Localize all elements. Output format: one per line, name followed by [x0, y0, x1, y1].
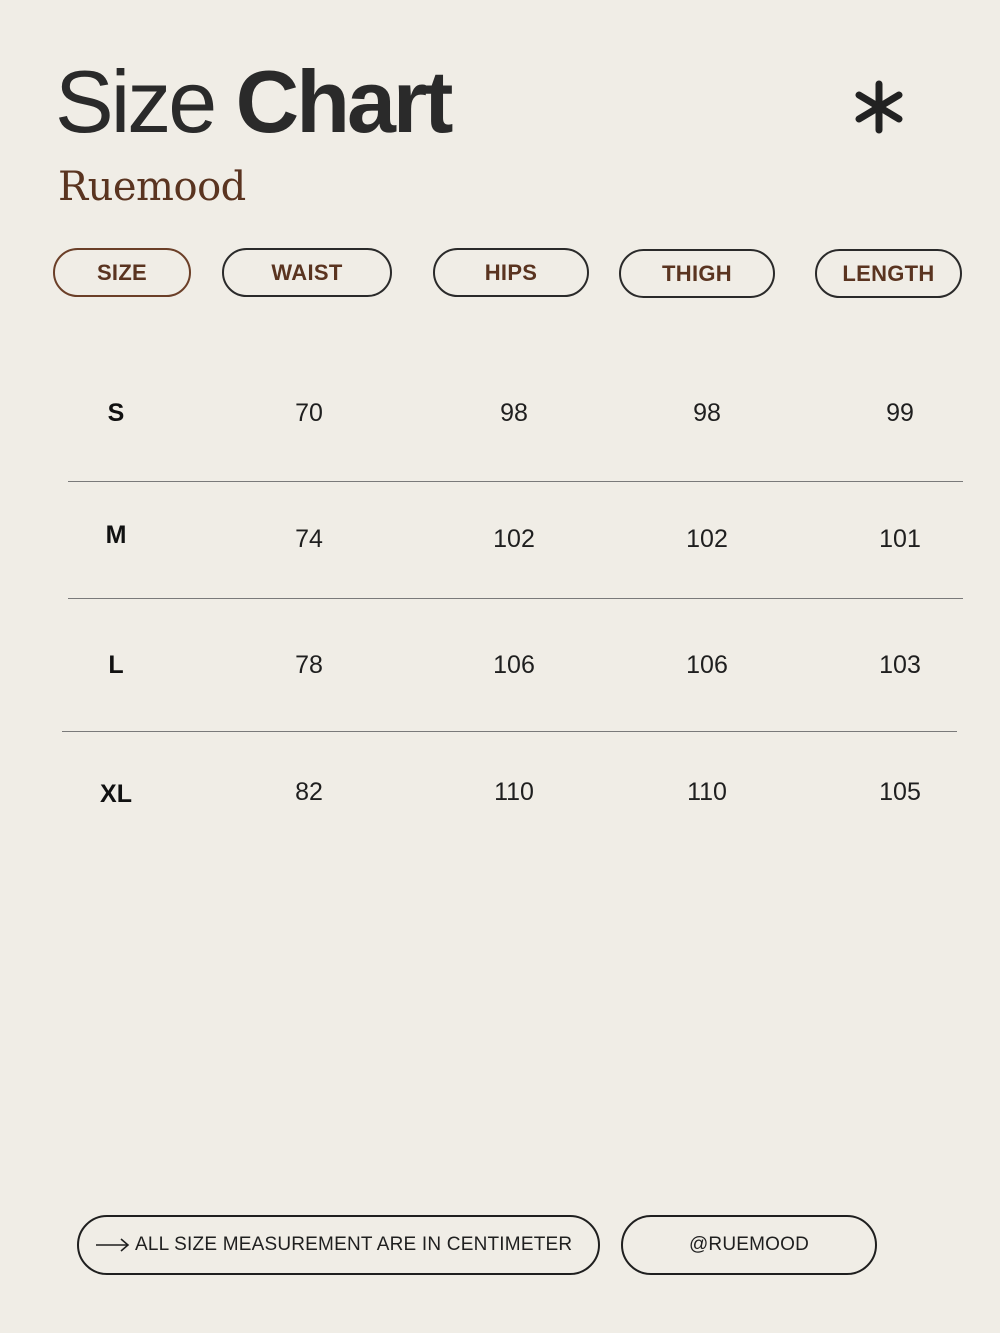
size-cell: XL	[100, 780, 132, 808]
thigh-cell: 102	[686, 525, 728, 553]
row-divider	[68, 598, 963, 599]
header-thigh: THIGH	[619, 249, 775, 298]
header-size: SIZE	[53, 248, 191, 297]
row-divider	[68, 481, 963, 482]
size-cell: M	[105, 521, 127, 549]
measurement-note	[77, 1215, 600, 1275]
title-light: Size	[55, 52, 215, 151]
waist-cell: 82	[295, 778, 323, 806]
row-divider	[62, 731, 957, 732]
hips-cell: 106	[493, 651, 535, 679]
length-cell: 105	[879, 778, 921, 806]
size-cell: S	[107, 399, 125, 427]
arrow-right-icon	[95, 1238, 131, 1252]
header-waist: WAIST	[222, 248, 392, 297]
size-cell: L	[108, 651, 124, 679]
hips-cell: 98	[500, 399, 528, 427]
page-title	[55, 52, 450, 152]
waist-cell: 70	[295, 399, 323, 427]
waist-cell: 78	[295, 651, 323, 679]
thigh-cell: 98	[693, 399, 721, 427]
length-cell: 103	[879, 651, 921, 679]
social-handle[interactable]: @RUEMOOD	[621, 1215, 877, 1275]
header-length: LENGTH	[815, 249, 962, 298]
measurement-note-text: ALL SIZE MEASUREMENT ARE IN CENTIMETER	[135, 1234, 573, 1255]
hips-cell: 102	[493, 525, 535, 553]
thigh-cell: 106	[686, 651, 728, 679]
waist-cell: 74	[295, 525, 323, 553]
length-cell: 101	[879, 525, 921, 553]
header-hips: HIPS	[433, 248, 589, 297]
thigh-cell: 110	[687, 778, 727, 806]
title-bold: Chart	[235, 52, 451, 151]
hips-cell: 110	[494, 778, 534, 806]
asterisk-icon	[850, 78, 908, 136]
brand-name: Ruemood	[58, 164, 246, 210]
length-cell: 99	[886, 399, 914, 427]
